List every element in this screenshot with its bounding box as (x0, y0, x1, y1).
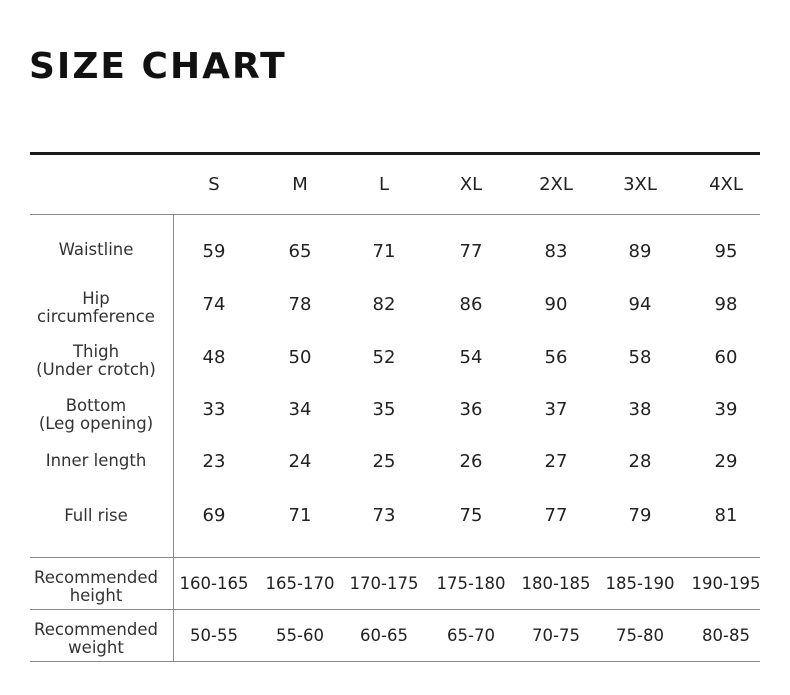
row-label: Waistline (58, 240, 134, 259)
measurement-cell: 60 (714, 347, 738, 368)
label-column-divider (173, 215, 174, 662)
size-header-xl: XL (459, 174, 483, 195)
measurement-cell: 75 (459, 505, 483, 526)
page-title: SIZE CHART (29, 46, 287, 87)
recommended-cell: 80-85 (702, 626, 750, 645)
recommended-cell: 65-70 (447, 626, 495, 645)
bottom-rule (30, 661, 760, 662)
measurement-cell: 82 (372, 294, 396, 315)
measurement-cell: 94 (628, 294, 652, 315)
recommended-cell: 165-170 (265, 574, 335, 593)
measurement-cell: 79 (628, 505, 652, 526)
measurement-cell: 74 (202, 294, 226, 315)
recommended-cell: 60-65 (360, 626, 408, 645)
measurement-cell: 52 (372, 347, 396, 368)
recommended-label: Recommended weight (34, 620, 158, 657)
recommended-cell: 50-55 (190, 626, 238, 645)
row-label: Full rise (64, 506, 128, 525)
recommended-cell: 190-195 (691, 574, 761, 593)
measurement-cell: 34 (288, 399, 312, 420)
size-header-4xl: 4XL (709, 174, 743, 195)
measurement-cell: 38 (628, 399, 652, 420)
measurement-cell: 89 (628, 241, 652, 262)
measurement-cell: 24 (288, 451, 312, 472)
size-header-l: L (378, 174, 390, 195)
measurement-cell: 71 (288, 505, 312, 526)
recommended-divider (30, 557, 760, 558)
measurement-cell: 37 (544, 399, 568, 420)
measurement-cell: 71 (372, 241, 396, 262)
measurement-cell: 58 (628, 347, 652, 368)
measurement-cell: 98 (714, 294, 738, 315)
measurement-cell: 90 (544, 294, 568, 315)
measurement-cell: 77 (544, 505, 568, 526)
recommended-cell: 185-190 (605, 574, 675, 593)
measurement-cell: 78 (288, 294, 312, 315)
measurement-cell: 23 (202, 451, 226, 472)
size-header-m: M (292, 174, 308, 195)
recommended-cell: 170-175 (349, 574, 419, 593)
measurement-cell: 29 (714, 451, 738, 472)
measurement-cell: 65 (288, 241, 312, 262)
measurement-cell: 33 (202, 399, 226, 420)
measurement-cell: 35 (372, 399, 396, 420)
measurement-cell: 95 (714, 241, 738, 262)
recommended-label: Recommended height (34, 568, 158, 605)
measurement-cell: 48 (202, 347, 226, 368)
recommended-cell: 70-75 (532, 626, 580, 645)
measurement-cell: 86 (459, 294, 483, 315)
measurement-cell: 73 (372, 505, 396, 526)
measurement-cell: 59 (202, 241, 226, 262)
measurement-cell: 83 (544, 241, 568, 262)
recommended-cell: 75-80 (616, 626, 664, 645)
measurement-cell: 56 (544, 347, 568, 368)
measurement-cell: 39 (714, 399, 738, 420)
measurement-cell: 69 (202, 505, 226, 526)
measurement-cell: 54 (459, 347, 483, 368)
row-label: Hip circumference (37, 289, 155, 326)
measurement-cell: 77 (459, 241, 483, 262)
recommended-cell: 175-180 (436, 574, 506, 593)
row-label: Thigh (Under crotch) (36, 342, 156, 379)
recommended-cell: 180-185 (521, 574, 591, 593)
measurement-cell: 25 (372, 451, 396, 472)
recommended-cell: 160-165 (179, 574, 249, 593)
header-divider (30, 214, 760, 215)
measurement-cell: 27 (544, 451, 568, 472)
recommended-cell: 55-60 (276, 626, 324, 645)
measurement-cell: 36 (459, 399, 483, 420)
measurement-cell: 28 (628, 451, 652, 472)
measurement-cell: 50 (288, 347, 312, 368)
size-header-3xl: 3XL (623, 174, 657, 195)
row-label: Bottom (Leg opening) (38, 396, 154, 433)
size-header-s: S (208, 174, 220, 195)
top-rule (30, 152, 760, 155)
row-label: Inner length (45, 451, 147, 470)
measurement-cell: 81 (714, 505, 738, 526)
size-header-2xl: 2XL (539, 174, 573, 195)
recommended-row-divider (30, 609, 760, 610)
measurement-cell: 26 (459, 451, 483, 472)
